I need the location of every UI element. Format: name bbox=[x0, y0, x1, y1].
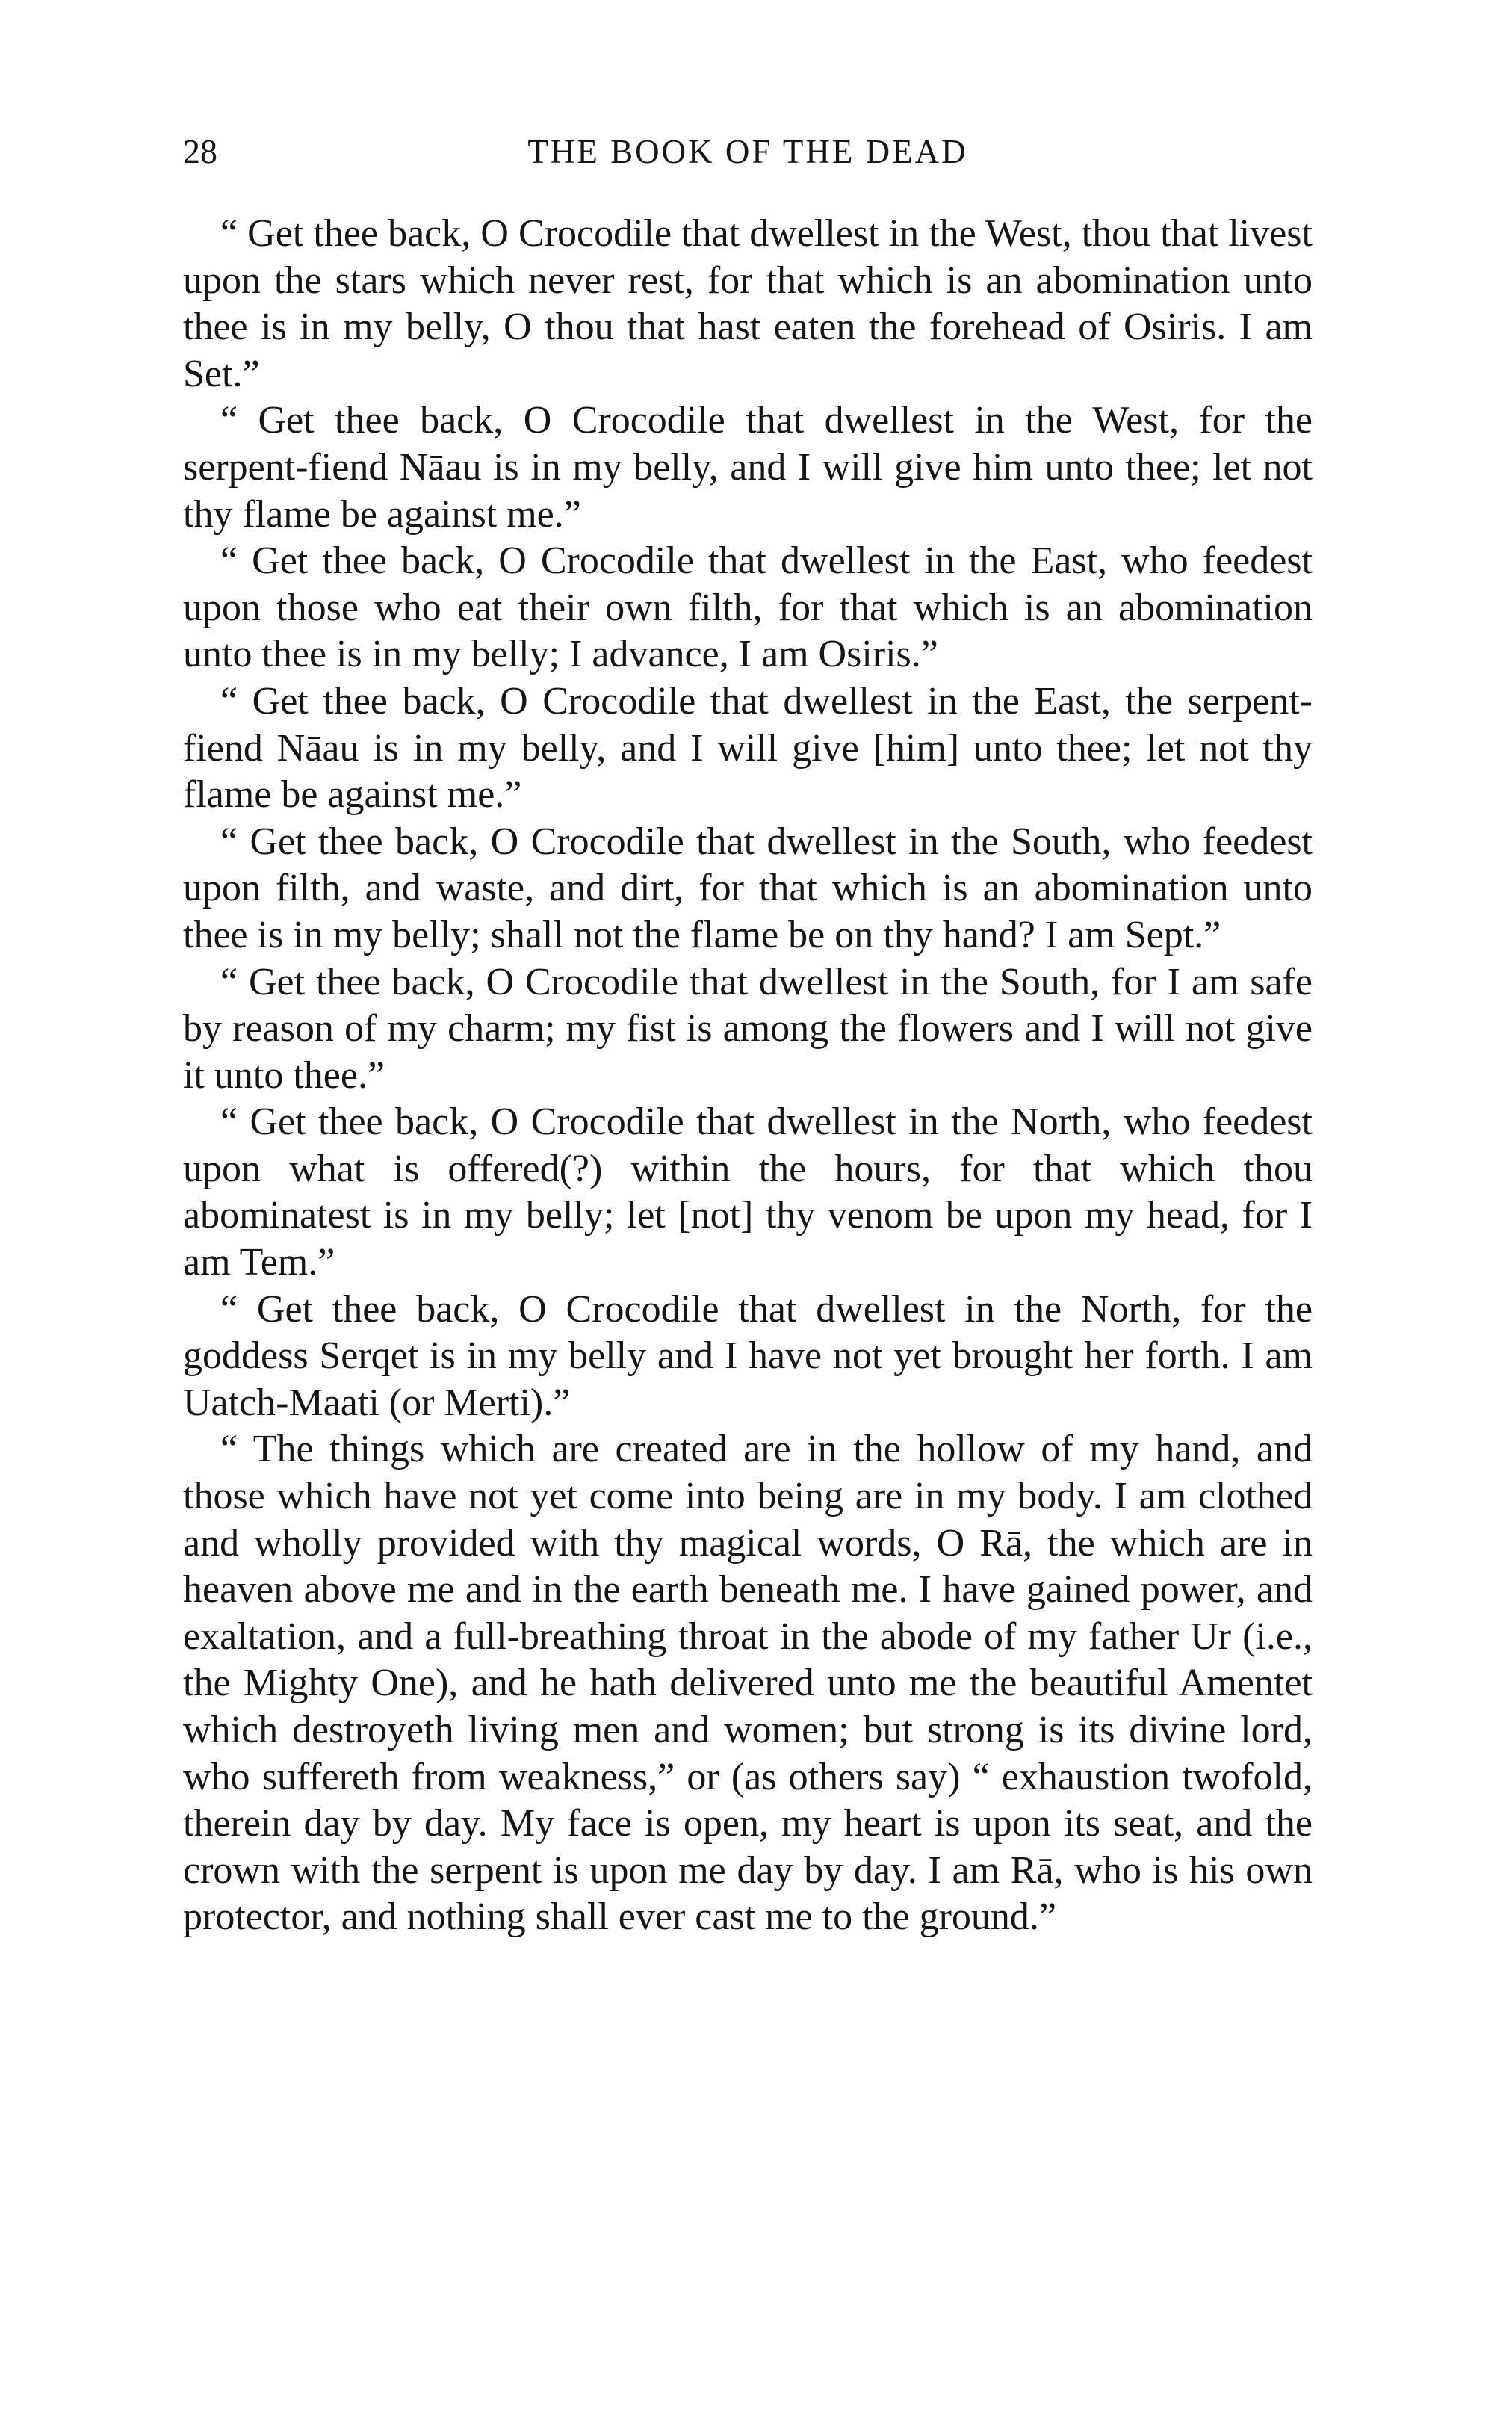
paragraph-west-2: “ Get thee back, O Crocodile that dwellest in the West, for the serpent-fiend Nāau is in my belly, and I will give him unto thee; let not thy flame be against me.” bbox=[183, 399, 1313, 536]
running-head bbox=[183, 126, 1313, 178]
page-number: 28 bbox=[183, 132, 217, 170]
body-text bbox=[183, 211, 1313, 1941]
paragraph-east-2: “ Get thee back, O Crocodile that dwellest in the East, the serpent-fiend Nāau is in my belly, and I will give [him] unto thee; let not thy flame be against me.” bbox=[183, 679, 1313, 817]
paragraph-closing: “ The things which are created are in the hollow of my hand, and those which have not yet come into being are in my body. I am clothed and wholly provided with thy magical words, O Rā, the which are in heaven above me and in the earth beneath me. I have gained power, and exaltation, and a full-breathing throat in the abode of my father Ur (i.e., the Mighty One), and he hath delivered unto me the beautiful Amentet which destroyeth living men and women; but strong is its divine lord, who suffereth from weakness,” or (as others say) “ exhaustion twofold, therein day by day. My face is open, my heart is upon its seat, and the crown with the serpent is upon me day by day. I am Rā, who is his own protector, and nothing shall ever cast me to the ground.” bbox=[183, 1428, 1313, 1939]
paragraph-east-1: “ Get thee back, O Crocodile that dwellest in the East, who feedest upon those who eat their own filth, for that which is an abomination unto thee is in my belly; I advance, I am Osiris.” bbox=[183, 539, 1313, 676]
paragraph-south-2: “ Get thee back, O Crocodile that dwellest in the South, for I am safe by reason of my charm; my fist is among the flowers and I will not give it unto thee.” bbox=[183, 960, 1313, 1097]
book-title: THE BOOK OF THE DEAD bbox=[527, 133, 968, 170]
paragraph-west-1: “ Get thee back, O Crocodile that dwellest in the West, thou that livest upon the stars which never rest, for that which is an abomination unto thee is in my belly, O thou that hast eaten the forehead of Osiris. I am Set.” bbox=[183, 212, 1313, 395]
paragraph-south-1: “ Get thee back, O Crocodile that dwellest in the South, who feedest upon filth, and waste, and dirt, for that which is an abomination unto thee is in my belly; shall not the flame be on thy hand? I am Sept.” bbox=[183, 820, 1313, 956]
paragraph-north-2: “ Get thee back, O Crocodile that dwellest in the North, for the goddess Serqet is in my belly and I have not yet brought her forth. I am Uatch-Maati (or Merti).” bbox=[183, 1287, 1313, 1424]
paragraph-north-1: “ Get thee back, O Crocodile that dwellest in the North, who feedest upon what is offered(?) within the hours, for that which thou abominatest is in my belly; let [not] thy venom be upon my head, for I am Tem.” bbox=[183, 1101, 1313, 1284]
